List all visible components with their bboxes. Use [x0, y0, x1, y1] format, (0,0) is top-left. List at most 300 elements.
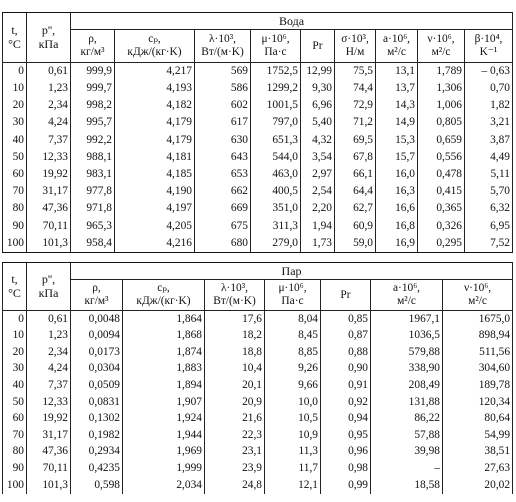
table-cell: 1,94	[301, 218, 335, 235]
column-header-name: a·10⁶,	[382, 33, 411, 46]
table-row	[3, 132, 513, 149]
table-cell: 16,8	[376, 218, 418, 235]
table-cell: 22,3	[205, 427, 265, 444]
table-cell: 31,17	[27, 427, 71, 444]
column-header	[376, 30, 418, 63]
table-cell: 70	[3, 183, 27, 200]
table-cell: 995,7	[71, 115, 115, 132]
table-cell: 18,2	[205, 328, 265, 345]
table-cell: 59,0	[335, 235, 376, 253]
table-cell: 2,034	[123, 477, 205, 494]
column-header-unit: кПа	[38, 36, 59, 51]
column-header-name: μ·10⁶,	[278, 282, 307, 295]
table-cell: 971,8	[71, 201, 115, 218]
table-cell: 0,0831	[71, 394, 123, 411]
table-cell: 10	[3, 80, 27, 97]
table-cell: 1752,5	[251, 63, 301, 81]
table-cell: 13,7	[376, 80, 418, 97]
table-row	[3, 115, 513, 132]
table-cell: 3,21	[465, 115, 513, 132]
column-header-name: ν·10⁶,	[463, 282, 492, 295]
table-cell: 4,32	[301, 132, 335, 149]
table-row	[3, 394, 513, 411]
table-cell: 5,40	[301, 115, 335, 132]
table-cell: –	[371, 460, 443, 477]
column-header-unit: кДж/(кг·K)	[127, 46, 182, 58]
table-cell: 10,4	[205, 361, 265, 378]
table-cell: 47,36	[27, 444, 71, 461]
column-header-name: β·10⁴,	[474, 33, 503, 46]
table-cell: 40	[3, 132, 27, 149]
table-cell: 1299,2	[251, 80, 301, 97]
table-cell: 30	[3, 115, 27, 132]
column-header-name: t,	[11, 272, 18, 287]
table-cell: 0,365	[418, 201, 465, 218]
table-cell: 0,478	[418, 166, 465, 183]
table-cell: 0,98	[321, 460, 371, 477]
table-cell: 653	[195, 166, 251, 183]
table-cell: 10,0	[265, 394, 321, 411]
table-cell: 999,9	[71, 63, 115, 81]
table-cell: 4,193	[115, 80, 195, 97]
table-cell: 579,88	[371, 344, 443, 361]
table-cell: 992,2	[71, 132, 115, 149]
table-cell: 189,78	[443, 377, 513, 394]
table-cell: 15,3	[376, 132, 418, 149]
table-cell: 0,70	[465, 80, 513, 97]
table-cell: 101,3	[27, 235, 71, 253]
table-cell: 74,4	[335, 80, 376, 97]
column-header-name: cₚ,	[148, 33, 161, 46]
column-header-unit: кг/м³	[80, 46, 105, 58]
table-cell: 0,94	[321, 411, 371, 428]
table-cell: 13,1	[376, 63, 418, 81]
column-header-unit: м²/с	[387, 46, 406, 58]
column-header-unit: кДж/(кг·K)	[136, 295, 191, 307]
table-cell: 998,2	[71, 97, 115, 114]
column-header	[205, 280, 265, 311]
table-cell: 4,216	[115, 235, 195, 253]
column-header-unit: м²/с	[468, 295, 487, 307]
table-cell: 80	[3, 444, 27, 461]
table-cell: 10	[3, 328, 27, 345]
group-header-row	[3, 263, 513, 280]
column-header-unit: °C	[8, 285, 21, 300]
table-cell: 0,96	[321, 444, 371, 461]
water-properties-table	[2, 12, 513, 253]
table-row	[3, 218, 513, 235]
table-cell: 86,22	[371, 411, 443, 428]
table-cell: 12,33	[27, 394, 71, 411]
table-cell: 6,32	[465, 201, 513, 218]
table-cell: 1967,1	[371, 311, 443, 328]
table-cell: 988,1	[71, 149, 115, 166]
table-cell: 54,99	[443, 427, 513, 444]
table-cell: 0,88	[321, 344, 371, 361]
table-cell: 4,190	[115, 183, 195, 200]
table-cell: 1,883	[123, 361, 205, 378]
column-header	[371, 280, 443, 311]
table-cell: 630	[195, 132, 251, 149]
column-header	[335, 30, 376, 63]
table-cell: 11,3	[265, 444, 321, 461]
table-cell: 1,864	[123, 311, 205, 328]
table-cell: 0,659	[418, 132, 465, 149]
table-row	[3, 361, 513, 378]
column-header	[27, 263, 71, 311]
table-cell: 19,92	[27, 166, 71, 183]
table-cell: 602	[195, 97, 251, 114]
table-cell: 80,64	[443, 411, 513, 428]
table-cell: 1,969	[123, 444, 205, 461]
column-header-unit: Па·с	[281, 295, 304, 307]
table-row	[3, 444, 513, 461]
table-row	[3, 149, 513, 166]
table-cell: 12,1	[265, 477, 321, 494]
table-cell: 20	[3, 97, 27, 114]
table-cell: 0,99	[321, 477, 371, 494]
table-cell: 14,3	[376, 97, 418, 114]
table-cell: 4,179	[115, 132, 195, 149]
column-header	[301, 30, 335, 63]
table-cell: 0,0509	[71, 377, 123, 394]
table-cell: 0,87	[321, 328, 371, 345]
table-cell: 16,6	[376, 201, 418, 218]
table-cell: 39,98	[371, 444, 443, 461]
table-cell: 8,04	[265, 311, 321, 328]
column-header	[71, 30, 115, 63]
column-header-unit: Н/м	[345, 46, 365, 58]
column-header-name: a·10⁶,	[392, 282, 421, 295]
column-header-name: Pr	[312, 39, 323, 52]
table-cell: 1,999	[123, 460, 205, 477]
table-cell: 23,9	[205, 460, 265, 477]
table-cell: 66,1	[335, 166, 376, 183]
table-cell: 662	[195, 183, 251, 200]
column-header-unit: °C	[8, 36, 21, 51]
table-cell: 30	[3, 361, 27, 378]
table-cell: 2,20	[301, 201, 335, 218]
table-cell: 1,944	[123, 427, 205, 444]
table-cell: 0,0304	[71, 361, 123, 378]
column-header-unit: K⁻¹	[479, 46, 498, 58]
table-cell: 60	[3, 411, 27, 428]
table-cell: 72,9	[335, 97, 376, 114]
table-cell: 1,23	[27, 328, 71, 345]
table-cell: 0,1982	[71, 427, 123, 444]
table-cell: 2,34	[27, 97, 71, 114]
table-cell: 101,3	[27, 477, 71, 494]
table-cell: 0,85	[321, 311, 371, 328]
table-cell: 511,56	[443, 344, 513, 361]
table-cell: 1675,0	[443, 311, 513, 328]
table-cell: 2,97	[301, 166, 335, 183]
table-cell: 0,95	[321, 427, 371, 444]
table-cell: 351,0	[251, 201, 301, 218]
table-cell: 0,2934	[71, 444, 123, 461]
table-cell: 797,0	[251, 115, 301, 132]
table-cell: 5,70	[465, 183, 513, 200]
column-header	[115, 30, 195, 63]
table-cell: 11,7	[265, 460, 321, 477]
table-cell: 50	[3, 149, 27, 166]
column-header	[195, 30, 251, 63]
table-cell: 9,30	[301, 80, 335, 97]
table-cell: 3,87	[465, 132, 513, 149]
table-row	[3, 63, 513, 81]
table-cell: 1,006	[418, 97, 465, 114]
table-cell: 24,8	[205, 477, 265, 494]
table-cell: 898,94	[443, 328, 513, 345]
table-cell: 0,556	[418, 149, 465, 166]
table-cell: 0,295	[418, 235, 465, 253]
column-header-unit: Вт/(м·K)	[201, 46, 244, 58]
table-cell: 15,7	[376, 149, 418, 166]
table-cell: 586	[195, 80, 251, 97]
table-cell: 5,11	[465, 166, 513, 183]
table-cell: 0,61	[27, 63, 71, 81]
table-cell: 12,99	[301, 63, 335, 81]
table-cell: 311,3	[251, 218, 301, 235]
table-cell: 19,92	[27, 411, 71, 428]
column-header	[418, 30, 465, 63]
table-cell: 14,9	[376, 115, 418, 132]
table-cell: 38,51	[443, 444, 513, 461]
table-cell: 90	[3, 460, 27, 477]
table-cell: 3,54	[301, 149, 335, 166]
table-cell: 120,34	[443, 394, 513, 411]
table-cell: 16,3	[376, 183, 418, 200]
table-cell: 400,5	[251, 183, 301, 200]
table-cell: 16,9	[376, 235, 418, 253]
table-cell: 10,9	[265, 427, 321, 444]
table-cell: 304,60	[443, 361, 513, 378]
column-header-name: p'',	[41, 272, 56, 287]
table-cell: 0,0048	[71, 311, 123, 328]
table-row	[3, 166, 513, 183]
column-header-unit: кПа	[38, 285, 59, 300]
table-cell: 4,49	[465, 149, 513, 166]
table-row	[3, 344, 513, 361]
table-cell: 0,4235	[71, 460, 123, 477]
table-cell: 1,82	[465, 97, 513, 114]
table-cell: 70	[3, 427, 27, 444]
column-header-name: ρ,	[88, 33, 97, 46]
table-cell: 18,58	[371, 477, 443, 494]
table-cell: 70,11	[27, 218, 71, 235]
table-cell: 18,8	[205, 344, 265, 361]
table-cell: 4,205	[115, 218, 195, 235]
table-cell: 71,2	[335, 115, 376, 132]
table-cell: 999,7	[71, 80, 115, 97]
column-header-name: λ·10³,	[221, 282, 248, 295]
column-header	[3, 263, 27, 311]
table-cell: 40	[3, 377, 27, 394]
table-cell: 1,907	[123, 394, 205, 411]
column-header-name: ρ,	[92, 282, 101, 295]
table-cell: 1,789	[418, 63, 465, 81]
table-cell: 60,9	[335, 218, 376, 235]
table-cell: 7,37	[27, 132, 71, 149]
table-cell: 1,874	[123, 344, 205, 361]
table-row	[3, 311, 513, 328]
table-row	[3, 377, 513, 394]
table-cell: 0,326	[418, 218, 465, 235]
table-cell: 675	[195, 218, 251, 235]
group-header-row	[3, 13, 513, 30]
table-cell: 0,92	[321, 394, 371, 411]
table-cell: 20,9	[205, 394, 265, 411]
table-cell: 1,73	[301, 235, 335, 253]
table-cell: 0,415	[418, 183, 465, 200]
table-cell: 279,0	[251, 235, 301, 253]
table-cell: 50	[3, 394, 27, 411]
table-cell: 0,90	[321, 361, 371, 378]
table-cell: 90	[3, 218, 27, 235]
column-header	[265, 280, 321, 311]
table-cell: 8,45	[265, 328, 321, 345]
table-cell: 651,3	[251, 132, 301, 149]
table-cell: 983,1	[71, 166, 115, 183]
table-cell: 80	[3, 201, 27, 218]
column-header-name: Pr	[340, 288, 351, 301]
column-header	[251, 30, 301, 63]
table-row	[3, 411, 513, 428]
table-cell: 669	[195, 201, 251, 218]
table-cell: 0,91	[321, 377, 371, 394]
table-cell: 1001,5	[251, 97, 301, 114]
column-header	[443, 280, 513, 311]
table-cell: 7,52	[465, 235, 513, 253]
table-cell: 16,0	[376, 166, 418, 183]
table-cell: 569	[195, 63, 251, 81]
table-cell: 69,5	[335, 132, 376, 149]
table-cell: 1036,5	[371, 328, 443, 345]
table-cell: 4,181	[115, 149, 195, 166]
table-cell: 12,33	[27, 149, 71, 166]
table-cell: 57,88	[371, 427, 443, 444]
table-cell: 4,24	[27, 115, 71, 132]
table-cell: 21,6	[205, 411, 265, 428]
table-cell: 62,7	[335, 201, 376, 218]
table-cell: 1,23	[27, 80, 71, 97]
table-cell: 0,0094	[71, 328, 123, 345]
table-cell: 958,4	[71, 235, 115, 253]
table-cell: 20,02	[443, 477, 513, 494]
table-cell: 6,96	[301, 97, 335, 114]
table-cell: 9,66	[265, 377, 321, 394]
table-cell: 1,894	[123, 377, 205, 394]
column-header	[465, 30, 513, 63]
table-cell: 23,1	[205, 444, 265, 461]
table-cell: 47,36	[27, 201, 71, 218]
column-header-unit: кг/м³	[84, 295, 109, 307]
table-cell: 208,49	[371, 377, 443, 394]
table-row	[3, 460, 513, 477]
table-cell: 4,24	[27, 361, 71, 378]
table-cell: 10,5	[265, 411, 321, 428]
table-cell: 965,3	[71, 218, 115, 235]
column-header-name: μ·10⁶,	[261, 33, 290, 46]
table-cell: 6,95	[465, 218, 513, 235]
column-header-unit: м²/с	[397, 295, 416, 307]
table-cell: 4,179	[115, 115, 195, 132]
table-row	[3, 235, 513, 253]
table-cell: 0	[3, 311, 27, 328]
table-cell: 1,306	[418, 80, 465, 97]
table-cell: 0,805	[418, 115, 465, 132]
table-cell: 131,88	[371, 394, 443, 411]
table-cell: 2,54	[301, 183, 335, 200]
table-cell: 1,924	[123, 411, 205, 428]
table-cell: 17,6	[205, 311, 265, 328]
table-cell: 1,868	[123, 328, 205, 345]
column-header-name: t,	[11, 23, 18, 38]
column-header-unit: Па·с	[264, 46, 287, 58]
column-header-name: ν·10⁶,	[427, 33, 455, 46]
table-cell: 0,598	[71, 477, 123, 494]
table-cell: 4,217	[115, 63, 195, 81]
group-label: Вода	[71, 13, 513, 30]
table-cell: 20,1	[205, 377, 265, 394]
column-header-row	[3, 30, 513, 63]
table-cell: 617	[195, 115, 251, 132]
table-cell: 7,37	[27, 377, 71, 394]
table-row	[3, 97, 513, 114]
table-cell: 9,26	[265, 361, 321, 378]
table-cell: 20	[3, 344, 27, 361]
table-cell: 100	[3, 235, 27, 253]
table-cell: 0	[3, 63, 27, 81]
table-row	[3, 328, 513, 345]
table-cell: 64,4	[335, 183, 376, 200]
table-row	[3, 477, 513, 494]
table-cell: 75,5	[335, 63, 376, 81]
table-cell: 2,34	[27, 344, 71, 361]
table-cell: – 0,63	[465, 63, 513, 81]
column-header-name: λ·10³,	[209, 33, 236, 46]
table-cell: 67,8	[335, 149, 376, 166]
table-row	[3, 183, 513, 200]
table-cell: 70,11	[27, 460, 71, 477]
column-header	[71, 280, 123, 311]
table-cell: 8,85	[265, 344, 321, 361]
column-header-name: σ·10³,	[341, 33, 369, 46]
table-cell: 463,0	[251, 166, 301, 183]
column-header-name: cₚ,	[157, 282, 170, 295]
column-header	[321, 280, 371, 311]
table-cell: 100	[3, 477, 27, 494]
column-header-name: p'',	[41, 23, 56, 38]
table-row	[3, 427, 513, 444]
table-cell: 31,17	[27, 183, 71, 200]
column-header-unit: м²/с	[431, 46, 451, 58]
table-cell: 60	[3, 166, 27, 183]
table-cell: 27,63	[443, 460, 513, 477]
table-cell: 544,0	[251, 149, 301, 166]
table-cell: 680	[195, 235, 251, 253]
table-cell: 0,1302	[71, 411, 123, 428]
table-cell: 643	[195, 149, 251, 166]
column-header-row	[3, 280, 513, 311]
table-cell: 4,197	[115, 201, 195, 218]
table-cell: 338,90	[371, 361, 443, 378]
table-cell: 0,0173	[71, 344, 123, 361]
table-cell: 0,61	[27, 311, 71, 328]
table-row	[3, 80, 513, 97]
column-header	[123, 280, 205, 311]
column-header-unit: Вт/(м·K)	[213, 295, 256, 307]
